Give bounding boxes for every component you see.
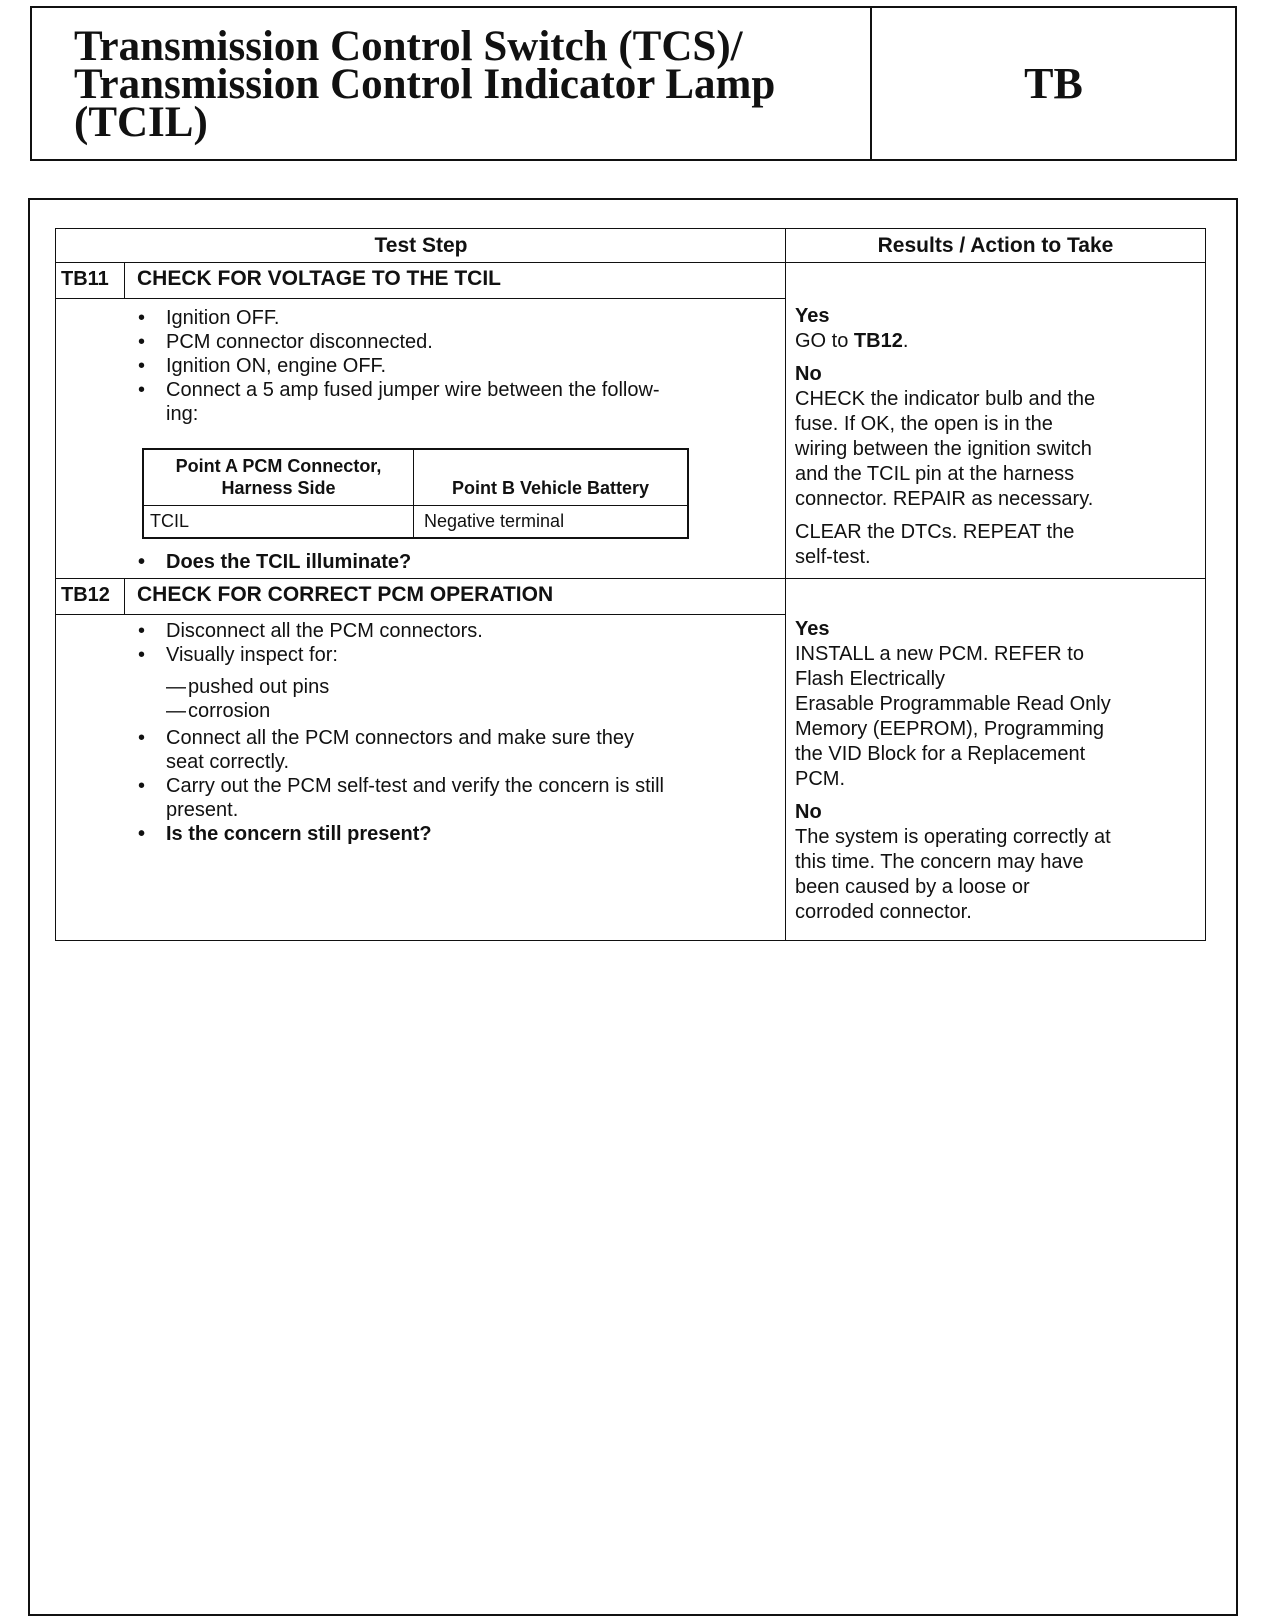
- yes-action-punct: .: [902, 330, 909, 352]
- bullet-line: present.: [166, 799, 239, 821]
- no-line: connector. REPAIR as necessary.: [795, 488, 1094, 510]
- step-divider: [55, 578, 1206, 579]
- tb12-bullets-b: [130, 726, 780, 846]
- bullet-line: Connect all the PCM connectors and make sure they: [166, 727, 635, 749]
- tb11-bullet-continuation: ing:: [166, 403, 199, 425]
- yes-line: Flash Electrically: [795, 668, 946, 690]
- dash-item-text: pushed out pins: [188, 676, 330, 698]
- list-item: • PCM connector disconnected.: [130, 330, 780, 354]
- header-test-step: Test Step: [374, 234, 468, 257]
- yes-label: Yes: [795, 618, 830, 640]
- yes-line: Memory (EEPROM), Programming: [795, 718, 1104, 740]
- jumper-head-a: [144, 450, 414, 506]
- no-line: self-test.: [795, 546, 871, 568]
- no-line: corroded connector.: [795, 901, 972, 923]
- step-title-tb11: CHECK FOR VOLTAGE TO THE TCIL: [137, 267, 501, 290]
- yes-line: PCM.: [795, 768, 845, 790]
- bullet-line: seat correctly.: [166, 751, 289, 773]
- jumper-head-b: Point B Vehicle Battery: [414, 450, 687, 506]
- tb12-bullets-a: [130, 619, 780, 667]
- tb11-results: [795, 304, 1200, 570]
- no-line: this time. The concern may have: [795, 851, 1084, 873]
- yes-line: Erasable Programmable Read Only: [795, 693, 1111, 715]
- step-title-tb12: CHECK FOR CORRECT PCM OPERATION: [137, 583, 554, 606]
- yes-action-text: GO to: [795, 330, 849, 352]
- dash-item-text: corrosion: [188, 700, 271, 722]
- list-item: • Does the TCIL illuminate?: [130, 550, 780, 574]
- tb11-question: [130, 550, 780, 574]
- title-line-3: (TCIL): [74, 99, 208, 146]
- header-results: Results / Action to Take: [877, 234, 1114, 257]
- list-item: • Is the concern still present?: [130, 822, 780, 846]
- yes-label: Yes: [795, 305, 830, 327]
- step-id-tb11: TB11: [61, 268, 109, 290]
- header-divider: [55, 262, 1206, 263]
- no-line: and the TCIL pin at the harness: [795, 463, 1075, 485]
- column-divider: [785, 228, 786, 941]
- bullet-line: Carry out the PCM self-test and verify the concern is still: [166, 775, 664, 797]
- tb11-title-divider: [55, 298, 785, 299]
- no-line: The system is operating correctly at: [795, 826, 1111, 848]
- no-label: No: [795, 363, 822, 385]
- jumper-head-a-line1: Point A PCM Connector,: [175, 456, 382, 476]
- yes-line: INSTALL a new PCM. REFER to: [795, 643, 1084, 665]
- list-item: [130, 726, 780, 774]
- section-code: TB: [1024, 59, 1083, 108]
- list-item: — pushed out pins: [166, 676, 330, 698]
- title-line-1: Transmission Control Switch (TCS)/: [74, 23, 743, 70]
- list-item: • Visually inspect for:: [130, 643, 780, 667]
- tb11-bullets: [130, 306, 780, 402]
- page-title: [32, 8, 872, 159]
- tb12-title-divider: [55, 614, 785, 615]
- list-item: • Ignition ON, engine OFF.: [130, 354, 780, 378]
- list-item: — corrosion: [166, 700, 271, 722]
- tb12-dash-list: [130, 675, 329, 723]
- step-id-tb12: TB12: [61, 584, 110, 606]
- jumper-head-a-line2: Harness Side: [221, 478, 336, 498]
- list-item: • Disconnect all the PCM connectors.: [130, 619, 780, 643]
- list-item: • Ignition OFF.: [130, 306, 780, 330]
- page-header: [30, 6, 1237, 161]
- no-label: No: [795, 801, 822, 823]
- tb12-id-divider: [124, 578, 125, 614]
- list-item: [130, 774, 780, 822]
- jumper-table: [142, 448, 689, 539]
- yes-line: the VID Block for a Replacement: [795, 743, 1086, 765]
- yes-action: [795, 329, 1200, 354]
- tb12-results: [795, 617, 1200, 925]
- no-line: wiring between the ignition switch: [795, 438, 1092, 460]
- list-item: • Connect a 5 amp fused jumper wire between the follow-: [130, 378, 780, 402]
- tb11-id-divider: [124, 262, 125, 298]
- no-line: CLEAR the DTCs. REPEAT the: [795, 521, 1075, 543]
- jumper-cell-a: TCIL: [144, 506, 414, 537]
- no-line: been caused by a loose or: [795, 876, 1030, 898]
- jumper-cell-b: Negative terminal: [424, 511, 565, 531]
- title-line-2: Transmission Control Indicator Lamp: [74, 61, 776, 108]
- yes-action-ref: TB12: [853, 330, 903, 352]
- no-line: CHECK the indicator bulb and the: [795, 388, 1096, 410]
- no-line: fuse. If OK, the open is in the: [795, 413, 1053, 435]
